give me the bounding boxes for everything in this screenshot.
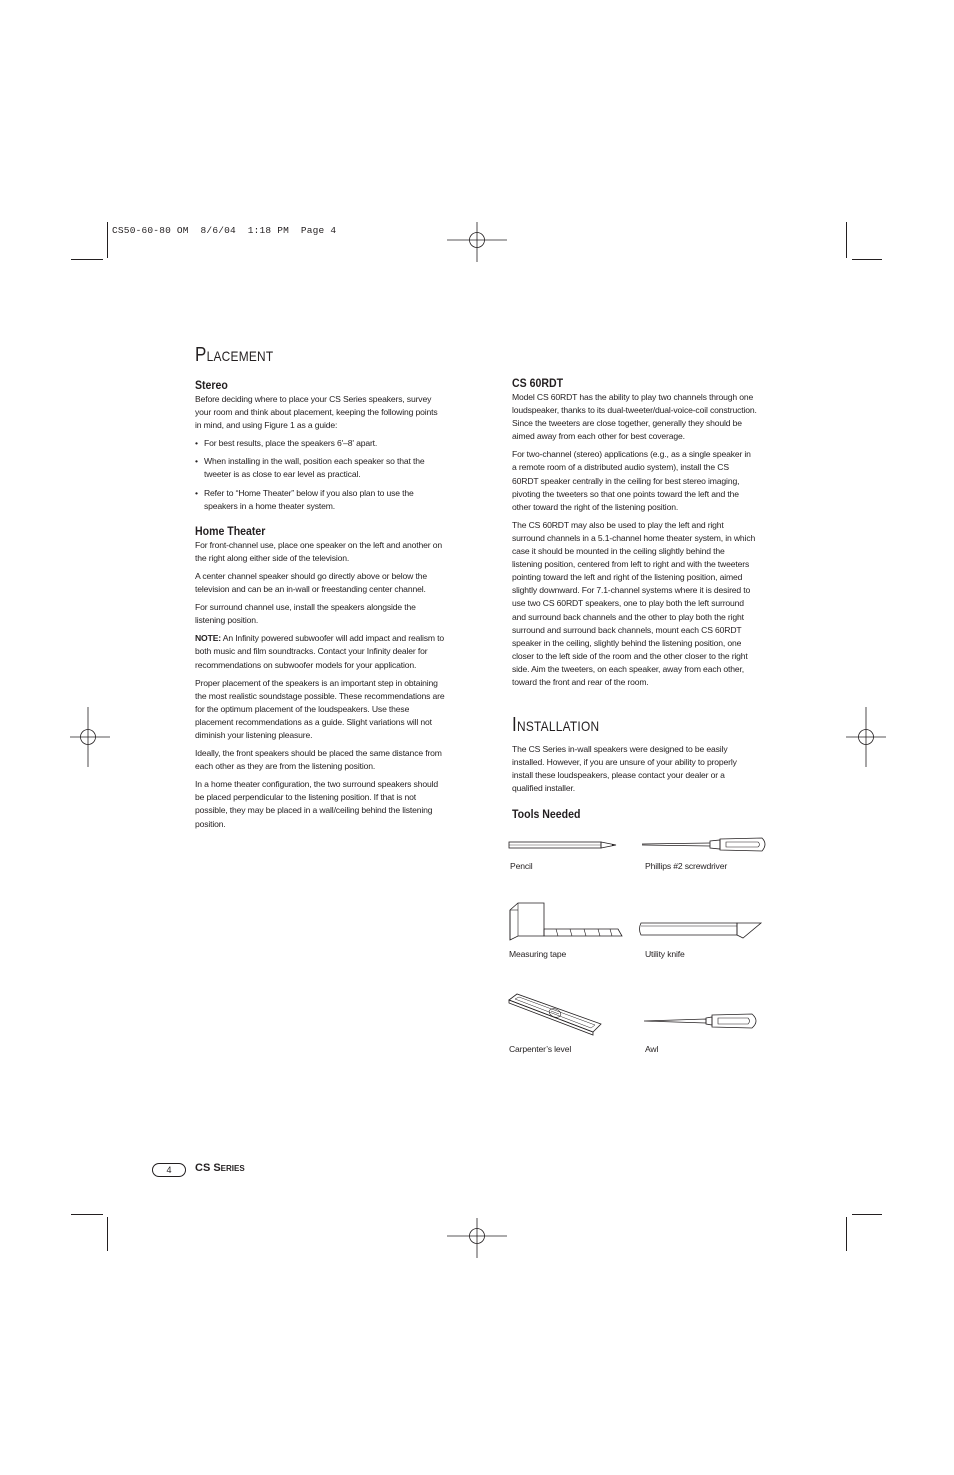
measuring-tape-icon bbox=[508, 900, 626, 942]
crop-mark bbox=[107, 222, 108, 258]
tool-label-awl: Awl bbox=[645, 1044, 659, 1054]
cs60rdt-paragraph: Model CS 60RDT has the ability to play two channels through one loudspeaker, thanks to its dual-tweeter/dual-voice-coil construction. Since the tweeters are close together, generally they should be aimed away from each other for best coverage. bbox=[512, 392, 757, 442]
home-theater-heading: Home Theater bbox=[195, 523, 266, 538]
crop-mark bbox=[852, 259, 882, 260]
installation-title: Installation bbox=[512, 714, 600, 736]
crop-mark bbox=[846, 222, 847, 258]
crop-mark bbox=[71, 1214, 103, 1215]
left-column bbox=[195, 344, 445, 831]
home-theater-paragraph: In a home theater configuration, the two surround speakers should be placed perpendicular to the listening position. If that is not possible, they may be placed in a wall/ceiling behind the listening position. bbox=[195, 779, 438, 829]
carpenters-level-icon bbox=[507, 992, 603, 1036]
tool-label-tape: Measuring tape bbox=[509, 949, 567, 959]
tools-heading: Tools Needed bbox=[512, 807, 581, 822]
note-paragraph: NOTE: An Infinity powered subwoofer will add impact and realism to both music and film soundtracks. Contact your Infinity dealer for recommendations on subwoofer models for your application. bbox=[195, 633, 444, 670]
tool-label-pencil: Pencil bbox=[510, 861, 533, 871]
screwdriver-icon bbox=[640, 832, 770, 856]
cs60rdt-paragraph: For two-channel (stereo) applications (e.g., as a single speaker in a remote room of a distributed audio system), install the CS 60RDT speaker centrally in the ceiling for best stereo imaging, pivoting the tweeters so that one points toward the left and the other toward the right of the listening position. bbox=[512, 449, 751, 512]
registration-mark-icon bbox=[70, 707, 110, 767]
crop-mark bbox=[846, 1217, 847, 1251]
crop-mark bbox=[71, 259, 103, 260]
registration-mark-icon bbox=[846, 707, 886, 767]
cs60rdt-heading: CS 60RDT bbox=[512, 376, 564, 390]
installation-paragraph: The CS Series in-wall speakers were designed to be easily installed. However, if you are unsure of your ability to properly install these loudspeakers, please contact your dealer or a qualified installer. bbox=[512, 744, 737, 794]
home-theater-paragraph: A center channel speaker should go directly above or below the television and can be an in-wall or freestanding center channel. bbox=[195, 570, 427, 595]
registration-mark-icon bbox=[447, 222, 507, 262]
bullet-item: • Refer to “Home Theater” below if you also plan to use the speakers in a home theater system. bbox=[195, 487, 414, 511]
footer-series-title: CS Series bbox=[195, 1162, 245, 1174]
home-theater-paragraph: Proper placement of the speakers is an important step in obtaining the most realistic soundstage possible. These recommendations are for the optimum placement of the loudspeakers. Use these placement recommendations as a guide. Slight variations will not diminish your listening pleasure. bbox=[195, 677, 445, 740]
pencil-icon bbox=[508, 838, 618, 852]
home-theater-paragraph: For front-channel use, place one speaker on the left and another on the right along either side of the television. bbox=[195, 539, 442, 563]
utility-knife-icon bbox=[637, 918, 763, 940]
note-label: NOTE: bbox=[195, 633, 221, 644]
awl-icon bbox=[642, 1010, 762, 1032]
tool-label-level: Carpenter’s level bbox=[509, 1044, 572, 1054]
cs60rdt-paragraph: The CS 60RDT may also be used to play the left and right surround channels in a 5.1-channel home theater system, in which case it should be mounted in the ceiling slightly behind the listening position, centered from left to right and with the tweeters pointing toward the left and right of the listening position, aimed slightly downward. For 7.1-channel systems where it is desired to use two CS 60RDT speakers, one to play both the left surround and surround back channels and the other to play both the right surround and surround back channels, mount each CS 60RDT speaker in the ceiling, slightly behind the listening position, one closer to the left side of the room and the other closer to the right side. Aim the tweeters, on each speaker, away from each other, toward the front and rear of the room. bbox=[512, 519, 756, 687]
bullet-item: • For best results, place the speakers 6'–8' apart. bbox=[195, 438, 378, 449]
bullet-item: • When installing in the wall, position each speaker so that the tweeter is as close to ear level as practical. bbox=[195, 456, 425, 480]
cs60rdt-section bbox=[512, 376, 757, 689]
installation-section bbox=[512, 714, 757, 821]
tool-label-screwdriver: Phillips #2 screwdriver bbox=[645, 861, 728, 871]
home-theater-paragraph: Ideally, the front speakers should be placed the same distance from each other as they are from the listening position. bbox=[195, 748, 442, 772]
tool-label-knife: Utility knife bbox=[645, 949, 685, 959]
registration-mark-icon bbox=[447, 1218, 507, 1258]
page-number: 4 bbox=[152, 1163, 186, 1177]
home-theater-paragraph: For surround channel use, install the speakers alongside the listening position. bbox=[195, 602, 416, 626]
placement-title: Placement bbox=[195, 344, 274, 366]
crop-mark bbox=[107, 1217, 108, 1251]
stereo-intro: Before deciding where to place your CS Series speakers, survey your room and think about placement, keeping the following points in mind, and using Figure 1 as a guide: bbox=[195, 394, 438, 431]
crop-mark bbox=[852, 1214, 882, 1215]
stereo-heading: Stereo bbox=[195, 378, 228, 392]
slug-line: CS50-60-80 OM 8/6/04 1:18 PM Page 4 bbox=[112, 225, 337, 236]
